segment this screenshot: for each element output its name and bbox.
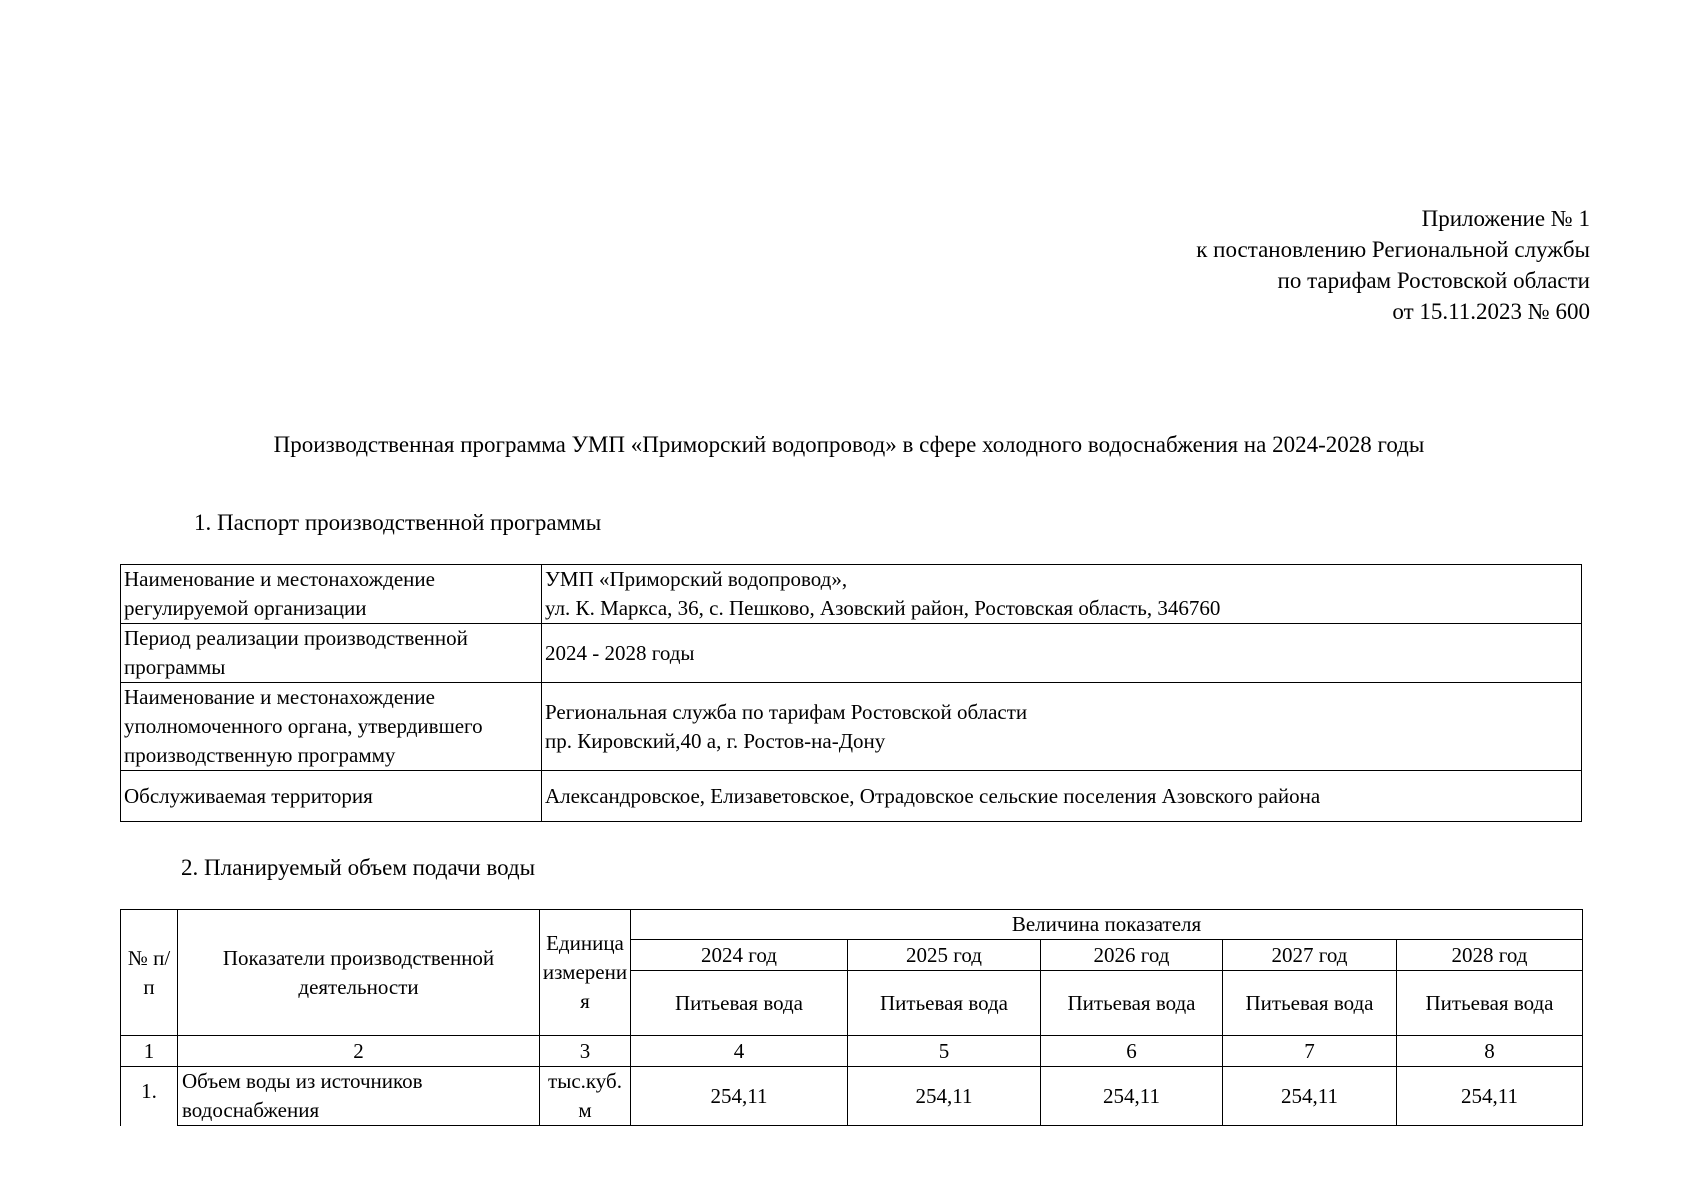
row-indicator: Объем воды из источников водоснабжения (178, 1067, 540, 1126)
column-number: 4 (631, 1036, 848, 1067)
passport-label: Наименование и местонахождение регулируемой организации (121, 565, 542, 624)
header-year: 2025 год (848, 940, 1041, 971)
appendix-block (1196, 203, 1590, 327)
section-1-heading: 1. Паспорт производственной программы (194, 510, 602, 535)
row-value: 254,11 (848, 1067, 1041, 1126)
header-water-type: Питьевая вода (1397, 971, 1583, 1036)
header-year: 2024 год (631, 940, 848, 971)
header-water-type: Питьевая вода (848, 971, 1041, 1036)
row-value: 254,11 (1223, 1067, 1397, 1126)
header-year: 2028 год (1397, 940, 1583, 971)
passport-value-line: УМП «Приморский водопровод», (545, 567, 848, 591)
header-water-type: Питьевая вода (631, 971, 848, 1036)
header-indicator: Показатели производственной деятельности (178, 910, 540, 1036)
document-title: Производственная программа УМП «Приморский водопровод» в сфере холодного водоснабжения на 2024-2028 годы (273, 432, 1425, 457)
column-number: 2 (178, 1036, 540, 1067)
passport-row (121, 624, 1582, 683)
section-2-heading: 2. Планируемый объем подачи воды (181, 855, 536, 880)
header-no: № п/п (121, 910, 178, 1036)
passport-label: Период реализации производственной программы (121, 624, 542, 683)
passport-value: Александровское, Елизаветовское, Отрадовское сельские поселения Азовского района (542, 771, 1582, 822)
column-number: 7 (1223, 1036, 1397, 1067)
header-water-type: Питьевая вода (1223, 971, 1397, 1036)
header-water-type: Питьевая вода (1041, 971, 1223, 1036)
column-number: 5 (848, 1036, 1041, 1067)
appendix-line: от 15.11.2023 № 600 (1392, 299, 1590, 324)
column-numbers-row (121, 1036, 1583, 1067)
appendix-line: Приложение № 1 (1421, 206, 1590, 231)
passport-row (121, 771, 1582, 822)
row-unit: тыс.куб.м (540, 1067, 631, 1126)
row-value: 254,11 (1041, 1067, 1223, 1126)
header-unit: Единица измерения (540, 910, 631, 1036)
appendix-line: к постановлению Региональной службы (1196, 237, 1590, 262)
header-value-group: Величина показателя (631, 910, 1583, 940)
passport-value (542, 683, 1582, 771)
passport-value-line: пр. Кировский,40 а, г. Ростов-на-Дону (545, 728, 886, 753)
row-value: 254,11 (1397, 1067, 1583, 1126)
passport-row (121, 683, 1582, 771)
passport-label: Наименование и местонахождение уполномоченного органа, утвердившего производственную программу (121, 683, 542, 771)
water-volume-table (120, 909, 1583, 1126)
column-number: 6 (1041, 1036, 1223, 1067)
row-value: 254,11 (631, 1067, 848, 1126)
column-number: 8 (1397, 1036, 1583, 1067)
passport-value (542, 565, 1582, 624)
header-year: 2027 год (1223, 940, 1397, 971)
column-number: 1 (121, 1036, 178, 1067)
passport-value-line: ул. К. Маркса, 36, с. Пешково, Азовский район, Ростовская область, 346760 (545, 596, 1221, 620)
header-row (121, 910, 1583, 940)
table-row (121, 1067, 1583, 1126)
header-year: 2026 год (1041, 940, 1223, 971)
row-number: 1. (121, 1067, 178, 1126)
column-number: 3 (540, 1036, 631, 1067)
appendix-line: по тарифам Ростовской области (1277, 268, 1590, 293)
passport-table (120, 564, 1582, 822)
passport-label: Обслуживаемая территория (121, 771, 542, 822)
passport-value-line: Региональная служба по тарифам Ростовской области (545, 699, 1028, 724)
passport-row (121, 565, 1582, 624)
passport-value: 2024 - 2028 годы (542, 624, 1582, 683)
